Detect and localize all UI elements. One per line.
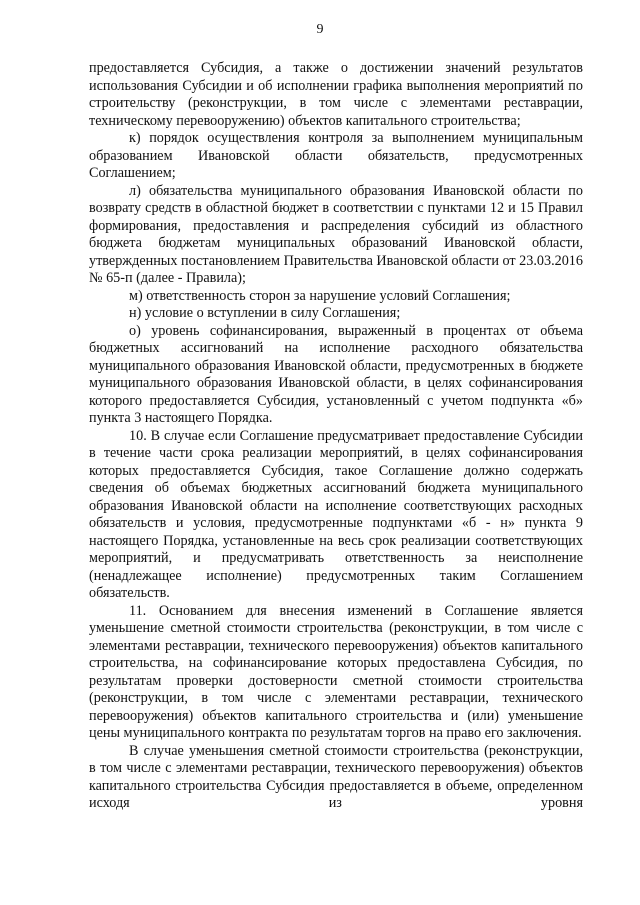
paragraph-clause-10: 10. В случае если Соглашение предусматривает предоставление Субсидии в течение части срока реализации мероприятий, в целях софинансирования которых предоставляется Субсидия, такое Соглашение должно содержать сведения об объемах бюджетных ассигнований бюджета муниципального образования Ивановской области на исполнение соответствующих расходных обязательств и условия, предусмотренные подпунктами «б - н» пункта 9 настоящего Порядка, установленные на весь срок реализации соответствующих мероприятий, и предусматривать ответственность за неисполнение (ненадлежащее исполнение) предусмотренных таким Соглашением обязательств. xyxy=(89,427,583,601)
paragraph-clause-11: 11. Основанием для внесения изменений в Соглашение является уменьшение сметной стоимости строительства (реконструкции, в том числе с элементами реставрации, технического перевооружения) объектов капитального строительства, на софинансирование которых предоставлена Субсидия, по результатам проверки достоверности сметной стоимости строительства (реконструкции, в том числе с элементами реставрации, технического перевооружения) объектов капитального строительства и (или) уменьшение цены муниципального контракта по результатам торгов на право его заключения. xyxy=(89,602,583,741)
paragraph-item-o: о) уровень софинансирования, выраженный в процентах от объема бюджетных ассигнований на исполнение расходного обязательства муниципального образования Ивановской области, предусмотренных в бюджете муниципального образования Ивановской области, в целях софинансирования которого предоставляется Субсидия, установленный с учетом подпункта «б» пункта 3 настоящего Порядка. xyxy=(89,322,583,426)
paragraph-item-n: н) условие о вступлении в силу Соглашения; xyxy=(129,305,401,321)
page-body xyxy=(89,60,583,813)
paragraph-item-m: м) ответственность сторон за нарушение условий Соглашения; xyxy=(129,287,511,304)
paragraph-continuation: предоставляется Субсидия, а также о достижении значений результатов использования Субсидии и об исполнении графика выполнения мероприятий по строительству (реконструкции, в том числе с элементами реставрации, техническому перевооружению) объектов капитального строительства; xyxy=(89,60,583,129)
paragraph-item-k: к) порядок осуществления контроля за выполнением муниципальным образованием Ивановской области обязательств, предусмотренных Соглашением; xyxy=(89,130,583,181)
paragraph-reduction-case: В случае уменьшения сметной стоимости строительства (реконструкции, в том числе с элементами реставрации, технического перевооружения) объектов капитального строительства Субсидия предоставляется в объеме, определенном исходя из уровня xyxy=(89,742,583,811)
page-number: 9 xyxy=(316,22,324,37)
paragraph-item-l: л) обязательства муниципального образования Ивановской области по возврату средств в областной бюджет в соответствии с пунктами 12 и 15 Правил формирования, предоставления и распределения субсидий из областного бюджета бюджетам муниципальных образований Ивановской области, утвержденных постановлением Правительства Ивановской области от 23.03.2016 № 65-п (далее - Правила); xyxy=(89,182,583,286)
